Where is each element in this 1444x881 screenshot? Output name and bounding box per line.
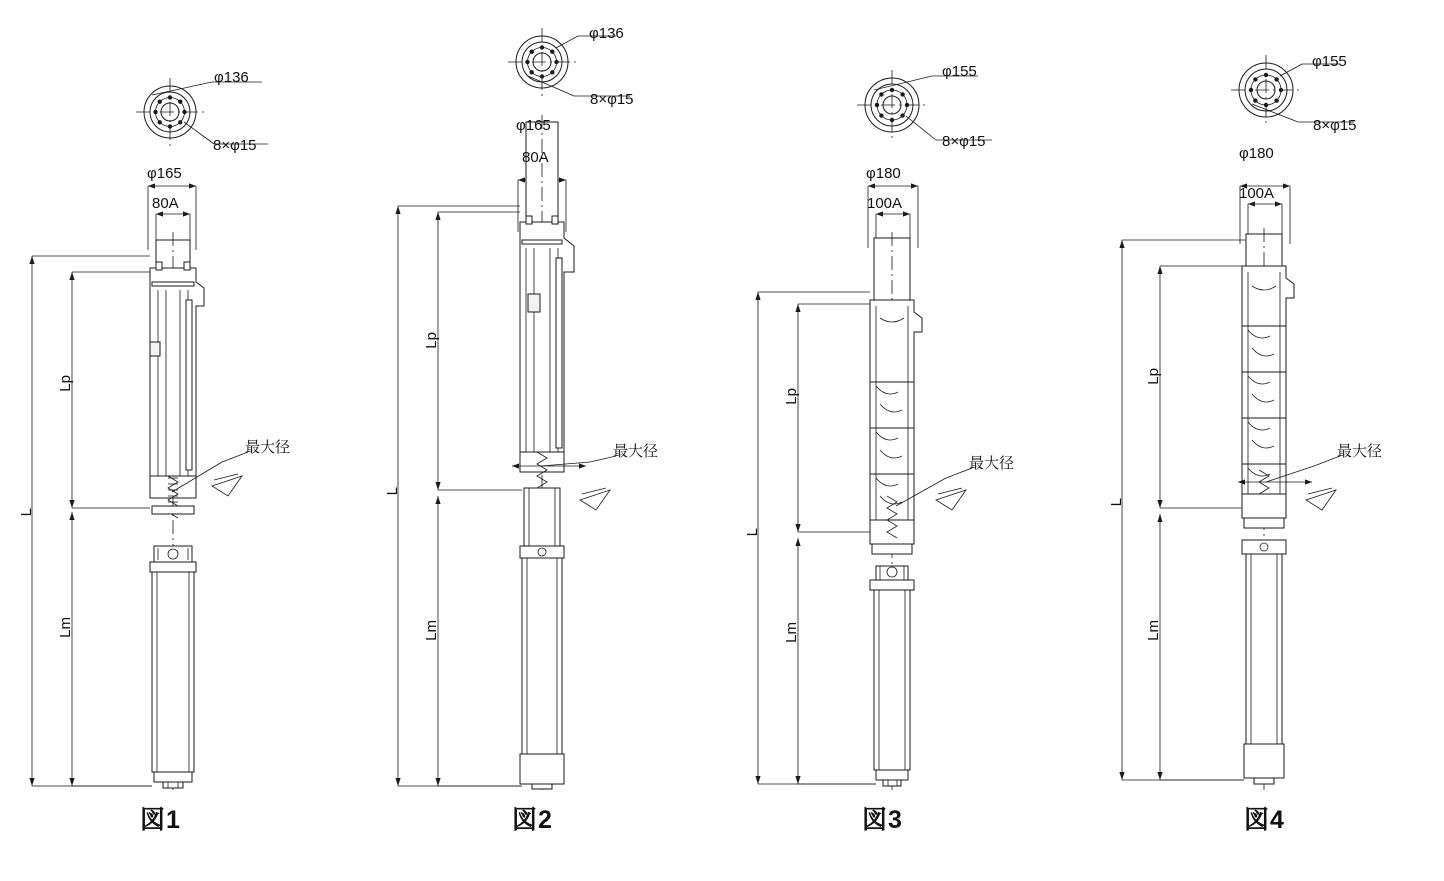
fig3-dimension-Lp-label: Lp <box>783 388 800 405</box>
fig1-caption: 図1 <box>140 806 181 834</box>
fig3-dimension-Lm-label: Lm <box>783 622 800 643</box>
fig3-flange-diameter-label: φ155 <box>942 63 977 80</box>
dimension-Lm-4 <box>1157 514 1244 780</box>
fig4-caption: 図4 <box>1244 806 1285 834</box>
pump-assembly-3 <box>870 232 922 790</box>
dimension-L-4 <box>1119 240 1246 780</box>
dimension-Lm-2 <box>435 496 522 786</box>
fig2-flange-diameter-label: φ136 <box>589 25 624 42</box>
bowl-stages-4 <box>1242 326 1286 494</box>
fig4-dimension-Lp-label: Lp <box>1145 368 1162 385</box>
fig2-discharge-size-label: 80A <box>522 149 549 166</box>
fig4-dimension-Lm-label: Lm <box>1145 620 1162 641</box>
fig2-bolt-note-label: 8×φ15 <box>590 91 634 108</box>
fig2-caption: 図2 <box>512 806 553 834</box>
figure-3-drawing <box>720 0 1082 881</box>
dimension-L-3 <box>755 292 876 784</box>
fig1-bolt-note-label: 8×φ15 <box>213 137 257 154</box>
dimension-Lp-4 <box>1157 266 1242 508</box>
fig3-caption: 図3 <box>862 806 903 834</box>
fig1-discharge-size-label: 80A <box>152 195 179 212</box>
fig1-max-diameter-label: 最大径 <box>245 439 291 456</box>
fig2-dimension-Lp-label: Lp <box>423 332 440 349</box>
figure-1 <box>0 0 360 881</box>
fig1-body-diameter-label: φ165 <box>147 165 182 182</box>
dimension-L-1 <box>29 256 152 786</box>
fig4-bolt-note-label: 8×φ15 <box>1313 117 1357 134</box>
fig3-body-diameter-label: φ180 <box>866 165 901 182</box>
fig4-discharge-size-label: 100A <box>1239 185 1275 202</box>
dimension-Lp-2 <box>435 212 522 490</box>
dimension-L-2 <box>395 206 522 786</box>
fig1-dimension-L-label: L <box>18 508 35 517</box>
fig2-dimension-Lm-label: Lm <box>423 620 440 641</box>
fig4-max-diameter-label: 最大径 <box>1337 443 1383 460</box>
dimension-Lp-1 <box>69 272 150 508</box>
flange-plan-view-1 <box>136 78 268 146</box>
dimension-Lp-3 <box>795 304 870 532</box>
fig2-dimension-L-label: L <box>384 487 401 496</box>
dimension-Lm-1 <box>69 512 152 786</box>
fig4-dimension-L-label: L <box>1108 498 1125 507</box>
dimension-Lm-3 <box>795 538 876 784</box>
fig1-dimension-Lp-label: Lp <box>57 375 74 392</box>
fig3-bolt-note-label: 8×φ15 <box>942 133 986 150</box>
figure-1-drawing <box>0 0 360 881</box>
fig3-dimension-L-label: L <box>744 528 761 537</box>
fig1-dimension-Lm-label: Lm <box>57 617 74 638</box>
figure-4 <box>1082 0 1444 881</box>
fig2-max-diameter-label: 最大径 <box>613 443 659 460</box>
figure-2 <box>360 0 720 881</box>
figure-3 <box>720 0 1082 881</box>
flange-plan-view-3 <box>857 70 992 140</box>
fig4-flange-diameter-label: φ155 <box>1312 53 1347 70</box>
fig1-flange-diameter-label: φ136 <box>214 69 249 86</box>
fig3-discharge-size-label: 100A <box>867 195 903 212</box>
fig3-max-diameter-label: 最大径 <box>969 455 1015 472</box>
pump-assembly-1 <box>150 232 204 790</box>
fig4-body-diameter-label: φ180 <box>1239 145 1274 162</box>
pump-assembly-4 <box>1242 228 1294 790</box>
figure-4-drawing <box>1082 0 1444 881</box>
fig2-body-diameter-label: φ165 <box>516 117 551 134</box>
